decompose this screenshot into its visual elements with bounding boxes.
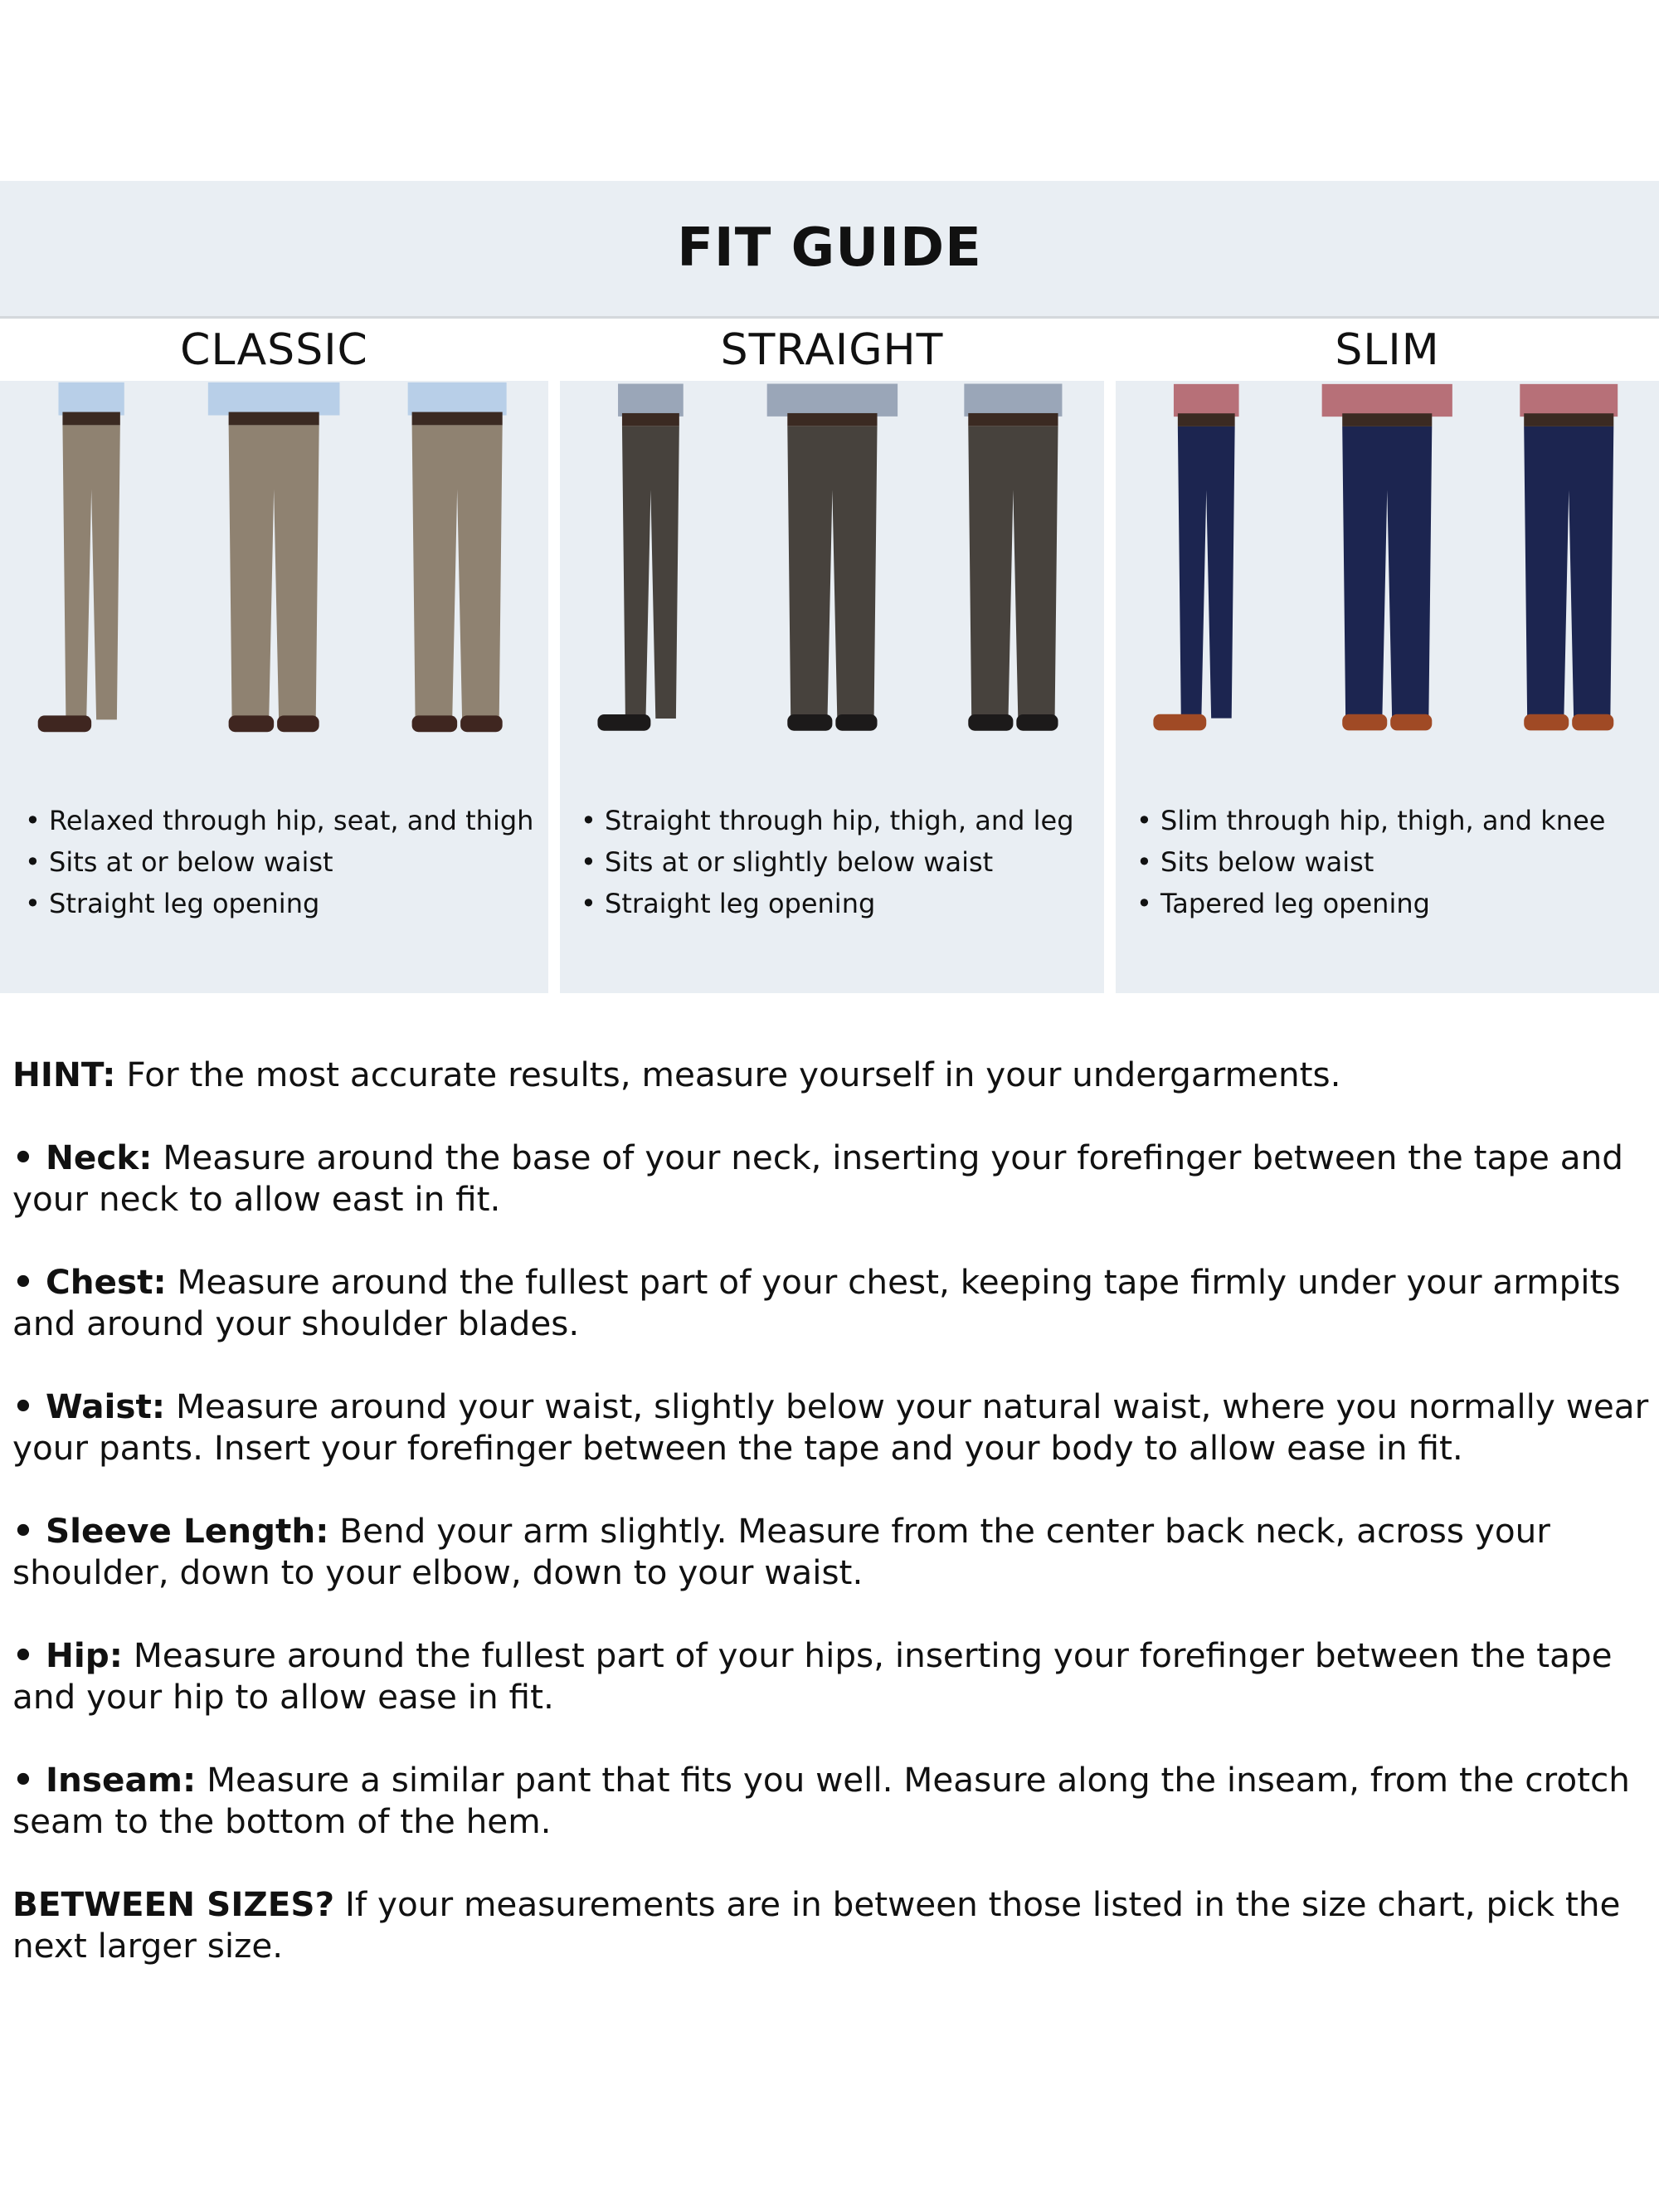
pants-photo-back-view	[932, 381, 1095, 746]
pants	[969, 426, 1058, 719]
measuring-instructions	[12, 1054, 1651, 2008]
column-header-slim: SLIM	[1335, 325, 1440, 375]
hip-paragraph: • Hip: Measure around the fullest part of your hips, inserting your forefinger between the tape and your hip to allow ease in fit.	[12, 1635, 1613, 1717]
belt	[1342, 413, 1432, 426]
shirt	[618, 384, 684, 417]
shirt	[766, 384, 897, 417]
fit-bullets	[25, 800, 533, 924]
fit-column-classic	[0, 381, 548, 993]
bullet: • Sits at or slightly below waist	[581, 846, 994, 878]
inseam-paragraph: • Inseam: Measure a similar pant that fits you well. Measure along the inseam, from the crotch seam to the bottom of the hem.	[12, 1760, 1630, 1841]
sleeve-paragraph: • Sleeve Length: Bend your arm slightly. Measure from the center back neck, across your shoulder, down to your elbow, down to your waist.	[12, 1511, 1550, 1592]
shoe	[411, 715, 457, 732]
shirt	[407, 382, 506, 416]
pants-photo-back-view	[1487, 381, 1651, 746]
shirt	[208, 382, 340, 416]
shoe	[835, 714, 877, 731]
fit-bullets	[1136, 800, 1605, 924]
shoe	[787, 714, 832, 731]
pants	[787, 426, 877, 719]
fit-bullets	[581, 800, 1074, 924]
shoe	[460, 715, 503, 732]
hint-paragraph: HINT: For the most accurate results, measure yourself in your undergarments.	[12, 1055, 1341, 1094]
pants	[229, 425, 319, 719]
bullet: • Relaxed through hip, seat, and thigh	[25, 805, 534, 836]
shoe	[277, 715, 319, 732]
shoe	[1153, 714, 1206, 731]
bullet: • Straight leg opening	[581, 888, 876, 919]
shoe	[1524, 714, 1569, 731]
bullet: • Tapered leg opening	[1136, 888, 1430, 919]
pants	[62, 425, 119, 719]
pants-photo-side-view	[569, 381, 732, 746]
shoe	[38, 715, 91, 732]
fit-column-straight	[560, 381, 1104, 993]
pants-photo-side-view	[1125, 381, 1288, 746]
pants-photo-side-view	[9, 381, 173, 746]
bullet: • Slim through hip, thigh, and knee	[1136, 805, 1606, 836]
pants	[411, 425, 502, 719]
bullet: • Sits below waist	[1136, 846, 1374, 878]
shirt	[1174, 384, 1239, 417]
shoe	[969, 714, 1014, 731]
pants-photos	[1116, 381, 1659, 746]
belt	[622, 413, 679, 426]
pants	[1342, 426, 1432, 719]
pants-photo-back-view	[375, 381, 539, 746]
belt	[229, 412, 319, 426]
shoe	[597, 714, 650, 731]
pants-photos	[560, 381, 1104, 746]
shoe	[1342, 714, 1387, 731]
belt	[787, 413, 877, 426]
shoe	[1017, 714, 1058, 731]
pants-photo-front-view	[751, 381, 914, 746]
bullet: • Straight through hip, thigh, and leg	[581, 805, 1074, 836]
shirt	[965, 384, 1063, 417]
shoe	[229, 715, 275, 732]
pants	[622, 426, 679, 719]
column-header-classic: CLASSIC	[180, 325, 368, 375]
pants	[1524, 426, 1613, 719]
page-title: FIT GUIDE	[677, 217, 982, 279]
shirt	[1520, 384, 1618, 417]
waist-paragraph: • Waist: Measure around your waist, slightly below your natural waist, where you normally wear your pants. Insert your forefinger between the tape and your body to allow ease in fit.	[12, 1386, 1649, 1468]
pants-photos	[0, 381, 548, 746]
column-header-straight: STRAIGHT	[720, 325, 944, 375]
chest-paragraph: • Chest: Measure around the fullest part of your chest, keeping tape firmly under your armpits and around your shoulder blades.	[12, 1262, 1621, 1343]
shoe	[1572, 714, 1613, 731]
between-sizes-paragraph: BETWEEN SIZES? If your measurements are in between those listed in the size chart, pick the next larger size.	[12, 1884, 1621, 1966]
bullet: • Sits at or below waist	[25, 846, 333, 878]
shirt	[1322, 384, 1452, 417]
pants	[1178, 426, 1235, 719]
pants-photo-front-view	[192, 381, 356, 746]
shirt	[59, 382, 124, 416]
belt	[411, 412, 502, 426]
shoe	[1390, 714, 1432, 731]
belt	[1178, 413, 1235, 426]
neck-paragraph: • Neck: Measure around the base of your neck, inserting your forefinger between the tape and your neck to allow east in fit.	[12, 1138, 1623, 1219]
belt	[1524, 413, 1613, 426]
belt	[969, 413, 1058, 426]
bullet: • Straight leg opening	[25, 888, 320, 919]
pants-photo-front-view	[1306, 381, 1469, 746]
fit-column-slim	[1116, 381, 1659, 993]
belt	[62, 412, 119, 426]
